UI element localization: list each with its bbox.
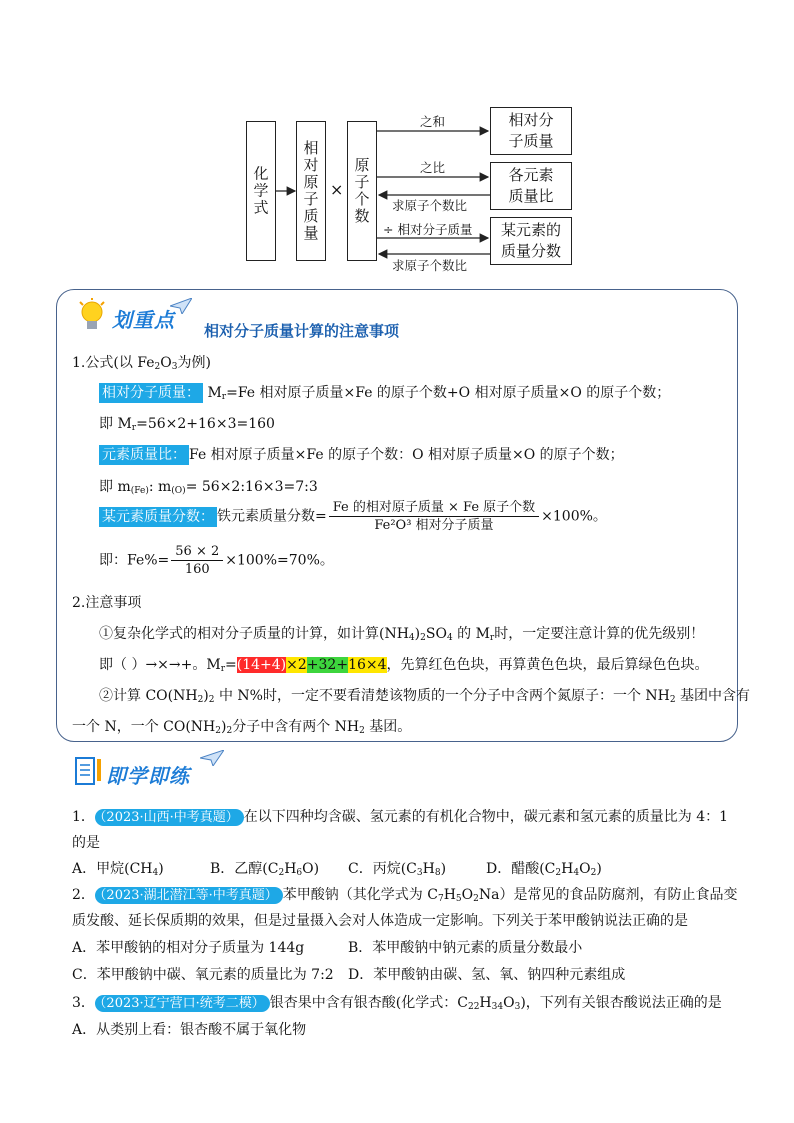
paper-plane-icon [200, 750, 224, 766]
option-b[interactable]: B．苯甲酸钠中钠元素的质量分数最小 [348, 940, 583, 956]
box-char: 化 [253, 164, 269, 183]
box-char: 数 [354, 207, 370, 225]
green-block: +32+ [306, 657, 349, 673]
box-line: 子质量 [508, 132, 554, 150]
calc-line-2: 即 $m_{(Fe)}$: $m_{(O)}=$ 56×2:16×3=7:3 [99, 479, 318, 496]
box-char: 相 [303, 139, 319, 157]
label-ratio: 之比 [420, 160, 446, 175]
calc-line-1: 即 $M_r=56\times 2+16\times 3=160$ [99, 416, 275, 433]
question-1-options [72, 858, 602, 878]
key-points-logo-text: 划重点 [112, 308, 175, 332]
source-tag: （2023·辽宁营口·统考二模） [95, 995, 270, 1012]
question-2-line: 2． （2023·湖北潜江等·中考真题） 苯甲酸钠（其化学式为 $C_7H_5O_2Na$）是常见的食品防腐剂，有防止食品变 [72, 887, 738, 904]
option-d[interactable]: D．苯甲酸钠由碳、氢、氧、钠四种元素组成 [348, 967, 626, 983]
box-char: 个 [354, 190, 370, 208]
box-line: 某元素的 [500, 221, 561, 239]
diagram-arrows [0, 0, 794, 300]
label-sum: 之和 [420, 114, 446, 129]
box-line: 各元素 [508, 166, 554, 184]
option-a[interactable]: A．苯甲酸钠的相对分子质量为 144g [72, 940, 305, 956]
question-3-option-a[interactable]: A．从类别上看：银杏酸不属于氧化物 [72, 1022, 307, 1038]
box-char: 子 [303, 190, 319, 208]
formula-line-1: 相对分子质量： $M_r=Fe$ 相对原子质量×Fe 的原子个数+O 相对原子质量×O 的原子个数； [99, 382, 670, 402]
section1-heading: 1.公式(以 $Fe_2O_3$为例) [72, 355, 211, 372]
option-a[interactable]: A．甲烷$(CH_4)$ [72, 861, 164, 878]
box-line: 质量分数 [500, 242, 561, 260]
box-char: 量 [303, 224, 319, 242]
option-b[interactable]: B．乙醇$(C_2H_6O)$ [210, 861, 320, 878]
box-char: 原 [354, 156, 370, 174]
box-char: 子 [354, 173, 370, 191]
question-1-line: 1． （2023·山西·中考真题） 在以下四种均含碳、氢元素的有机化合物中，碳元素和氢元素的质量比为 4：1 [72, 809, 729, 825]
paper-plane-icon [170, 298, 192, 314]
box-line: 质量比 [508, 187, 554, 205]
source-tag: （2023·湖北潜江等·中考真题） [95, 887, 283, 904]
practice-logo [74, 750, 234, 790]
calc-line-3: 即：Fe%= $\frac{56 \times 2}{160}$ ×100%=70%。 [99, 544, 334, 577]
question-3-line: 3． （2023·辽宁营口·统考二模） 银杏果中含有银杏酸(化学式：$C_{22}H_{34}O_3$)，下列有关银杏酸说法正确的是 [72, 995, 722, 1012]
source-tag: （2023·山西·中考真题） [95, 809, 244, 826]
box-char: 质 [303, 207, 319, 225]
formula-line-3: 某元素质量分数： 铁元素质量分数= $\frac{\text{Fe 的相对原子质量 × Fe 原子个数}}{\text{Fe²O³ 相对分子质量}}$ ×100%。 [99, 500, 607, 533]
key-points-logo [78, 298, 190, 336]
red-block: (14+4) [236, 657, 287, 673]
note-line-2: 即（ ）→×→+。$M_r=(14+4)\times 2+32+16\times 4$，先算红色色块，再算黄色色块，最后算绿色色块。 [99, 657, 709, 674]
question-2-options-row2 [72, 964, 625, 984]
note-line-1: ①复杂化学式的相对分子质量的计算，如计算$(NH_4)_2SO_4$ 的 $M_r$时，一定要注意计算的优先级别！ [99, 626, 705, 643]
lightbulb-icon [78, 298, 108, 334]
box-line: 相对分 [508, 111, 554, 129]
panel-title: 相对分子质量计算的注意事项 [204, 322, 400, 340]
yellow-block: 16×4 [348, 657, 387, 673]
box-char: 学 [253, 181, 269, 200]
box-char: 对 [303, 156, 319, 174]
label-count-ratio-2: 求原子个数比 [392, 258, 468, 273]
label-count-ratio-1: 求原子个数比 [392, 198, 468, 213]
question-2-line-2: 质发酸、延长保质期的效果，但是过量摄入会对人体造成一定影响。下列关于苯甲酸钠说法正确的是 [72, 913, 688, 929]
note-line-4: 一个 N，一个 $CO(NH_2)_2$分子中含有两个 $NH_2$ 基团。 [72, 719, 412, 736]
box-char: 式 [253, 198, 269, 217]
notebook-icon [74, 756, 104, 788]
option-c[interactable]: C．丙烷$(C_3H_8)$ [348, 861, 447, 878]
option-d[interactable]: D．醋酸$(C_2H_4O_2)$ [486, 861, 602, 878]
label-divide: ÷ 相对分子质量 [383, 222, 473, 237]
section2-heading: 2.注意事项 [72, 595, 142, 611]
fraction-fe-percent: $\frac{56 \times 2}{160}$ [171, 544, 223, 577]
box-char: 原 [303, 173, 319, 191]
tag-element-mass-fraction: 某元素质量分数： [99, 507, 217, 527]
question-2-options-row1 [72, 937, 582, 957]
note-line-3: ②计算 $CO(NH_2)_2$ 中 N%时，一定不要看清楚该物质的一个分子中含两个氮原子：一个 $NH_2$ 基团中含有 [99, 688, 751, 705]
formula-line-2: 元素质量比： Fe 相对原子质量×Fe 的原子个数：O 相对原子质量×O 的原子个数； [99, 444, 624, 464]
yellow-block: ×2 [286, 657, 307, 673]
question-1-line-2: 的是 [72, 835, 100, 851]
tag-element-mass-ratio: 元素质量比： [99, 445, 189, 465]
tag-relative-molecular-mass: 相对分子质量： [99, 383, 203, 403]
practice-logo-text: 即学即练 [106, 764, 190, 788]
times-sign: × [330, 180, 344, 199]
fraction-mass-fraction: $\frac{\text{Fe 的相对原子质量 × Fe 原子个数}}{\text{Fe²O³ 相对分子质量}}$ [329, 500, 539, 533]
option-c[interactable]: C．苯甲酸钠中碳、氧元素的质量比为 7:2 [72, 967, 334, 983]
